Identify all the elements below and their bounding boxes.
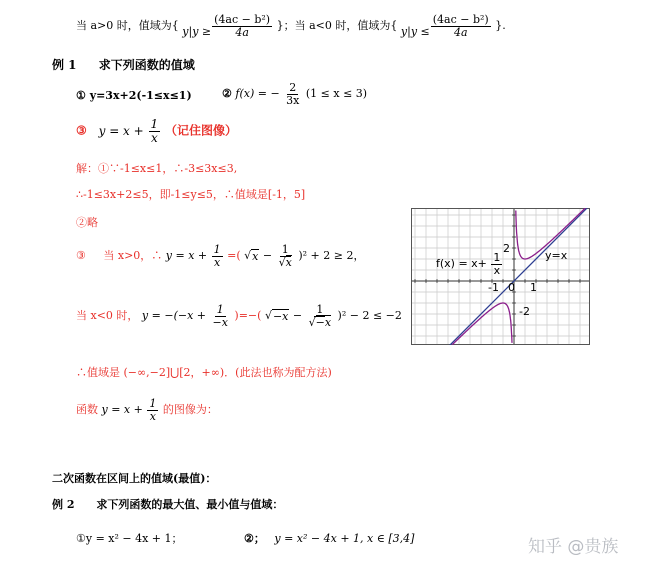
s5-den: −x bbox=[212, 315, 228, 329]
s4-text: 当 x>0，∴ bbox=[103, 249, 163, 263]
solution-line-1: 解：①∵-1≤x≤1，∴-3≤3x≤3, bbox=[76, 162, 238, 175]
set1-den: 4a bbox=[235, 25, 249, 39]
example-1-title: 求下列函数的值域 bbox=[98, 58, 195, 72]
graph-line-label: y=x bbox=[545, 249, 568, 262]
ex1-item2-den: 3x bbox=[286, 93, 300, 107]
example-1-heading bbox=[52, 56, 195, 73]
s4-num2: 1 bbox=[281, 243, 289, 256]
example-2-label: 例 2 bbox=[52, 498, 75, 511]
set2-num: (4ac − b²) bbox=[432, 13, 489, 26]
s4-num: 1 bbox=[213, 243, 221, 256]
solution-line-2: ∴-1≤3x+2≤5，即-1≤y≤5，∴值域是[-1，5] bbox=[76, 188, 306, 201]
range-set-1 bbox=[182, 14, 273, 38]
ex1-item3-note: （记住图像） bbox=[165, 123, 238, 138]
function-graph bbox=[411, 208, 590, 345]
s7-frac bbox=[147, 398, 158, 422]
zhihu-watermark: 知乎 @贵族 bbox=[528, 537, 619, 557]
solution-line-7 bbox=[76, 398, 218, 422]
ex1-item3-num: 1 bbox=[150, 117, 159, 131]
example-2-heading bbox=[52, 496, 283, 512]
s5-minus: − bbox=[292, 309, 303, 323]
s5-frac2 bbox=[307, 304, 333, 328]
s7-end: 的图像为： bbox=[162, 403, 218, 417]
solution-line-6: ∴值域是 (−∞,−2]⋃[2，+∞)．(此法也称为配方法) bbox=[76, 366, 332, 379]
s7-num: 1 bbox=[149, 397, 157, 410]
ex1-item2-lhs: f(x) = − bbox=[235, 87, 280, 101]
graph-f-label bbox=[436, 252, 503, 276]
graph-tick-0: 0 bbox=[508, 281, 515, 294]
s7-text: 函数 bbox=[76, 403, 98, 417]
ex1-item3-den: x bbox=[150, 130, 158, 145]
solution-line-4 bbox=[76, 244, 364, 268]
graph-tick-neg2: -2 bbox=[519, 305, 530, 318]
range-statement bbox=[76, 14, 506, 38]
s5-eq: )=−( bbox=[234, 309, 262, 323]
set2-bar: | bbox=[407, 25, 411, 39]
ex1-item3-frac bbox=[149, 118, 161, 144]
graph-f-text: f(x) = x+ bbox=[436, 257, 487, 271]
a-positive-text: 当 a>0 时，值域为{ bbox=[76, 19, 179, 33]
s4-den: x bbox=[214, 255, 221, 269]
range-set-2 bbox=[401, 14, 492, 38]
ex1-item3-lhs: y = x + bbox=[98, 123, 144, 138]
s5-num: 1 bbox=[216, 303, 224, 316]
ex1-item2-num: 2 bbox=[289, 81, 297, 94]
set2-y: y bbox=[400, 25, 408, 39]
s4-den2: x bbox=[285, 255, 292, 269]
graph-f-frac bbox=[491, 252, 502, 276]
s7-den: x bbox=[149, 409, 156, 423]
s5-rhs: )² − 2 ≤ −2 bbox=[337, 309, 402, 323]
range-end: }. bbox=[495, 19, 506, 33]
s4-frac bbox=[212, 244, 223, 268]
example-2-title: 求下列函数的最大值、最小值与值域： bbox=[96, 498, 284, 511]
set2-fraction bbox=[431, 14, 491, 38]
ex1-item2-frac bbox=[284, 82, 301, 106]
set2-cond: y ≤ bbox=[410, 25, 430, 39]
solution-line-5 bbox=[76, 304, 402, 328]
s5-num2: 1 bbox=[316, 303, 324, 316]
set1-fraction bbox=[212, 14, 272, 38]
s5-sqrt: √ −x bbox=[264, 309, 289, 323]
s4-minus: − bbox=[262, 249, 273, 263]
set1-num: (4ac − b²) bbox=[214, 13, 271, 26]
ex2-question-1: ①y = x² − 4x + 1； bbox=[76, 532, 183, 545]
s5-den2-wrap: √−x bbox=[308, 315, 332, 329]
s5-frac bbox=[211, 304, 230, 328]
s5-text: 当 x<0 时， bbox=[76, 309, 139, 323]
s4-sqrt: √ x bbox=[244, 249, 259, 263]
ex1-item2-range: (1 ≤ x ≤ 3) bbox=[305, 87, 368, 101]
section-2-heading: 二次函数在区间上的值域(最值)： bbox=[52, 472, 217, 485]
s4-den2-wrap: √x bbox=[278, 255, 292, 269]
s5-lhs: y = −(−x + bbox=[141, 309, 206, 323]
a-negative-text: }；当 a<0 时，值域为{ bbox=[276, 19, 398, 33]
s4-frac2 bbox=[277, 244, 294, 268]
ex2-q2-text: y = x² − 4x + 1, x ∈ [3,4] bbox=[274, 532, 415, 545]
example-1-label: 例 1 bbox=[52, 58, 77, 72]
graph-svg bbox=[411, 208, 590, 345]
set1-bar: | bbox=[188, 25, 193, 39]
s4-lhs: y = x + bbox=[165, 249, 208, 263]
set2-den: 4a bbox=[453, 25, 468, 39]
graph-tick-neg1: -1 bbox=[488, 281, 499, 294]
s5-den2: −x bbox=[315, 315, 332, 329]
ex1-item-3 bbox=[76, 118, 237, 144]
ex2-question-2 bbox=[244, 530, 414, 546]
graph-f-num: 1 bbox=[493, 251, 501, 264]
solution-line-3: ②略 bbox=[76, 216, 98, 229]
set1-cond: y ≥ bbox=[192, 25, 212, 39]
s4-sqrt-rad: x bbox=[252, 249, 259, 263]
s5-sqrt-rad: −x bbox=[272, 309, 289, 323]
ex1-item3-circ: ③ bbox=[76, 123, 87, 138]
s4-circ: ③ bbox=[76, 249, 86, 263]
set1-y: y bbox=[182, 25, 189, 39]
graph-tick-2: 2 bbox=[503, 242, 510, 255]
s4-rhs: )² + 2 ≥ 2， bbox=[298, 249, 365, 263]
graph-tick-1: 1 bbox=[530, 281, 537, 294]
ex2-q2-circ: ②； bbox=[244, 532, 265, 545]
s7-lhs: y = x + bbox=[101, 403, 143, 417]
ex1-item2-circ: ② bbox=[222, 87, 232, 101]
s4-eq: =( bbox=[227, 249, 241, 263]
ex1-item-1: ① y=3x+2(-1≤x≤1) bbox=[76, 89, 192, 102]
ex1-item-2 bbox=[222, 82, 367, 106]
graph-f-den: x bbox=[493, 263, 501, 277]
